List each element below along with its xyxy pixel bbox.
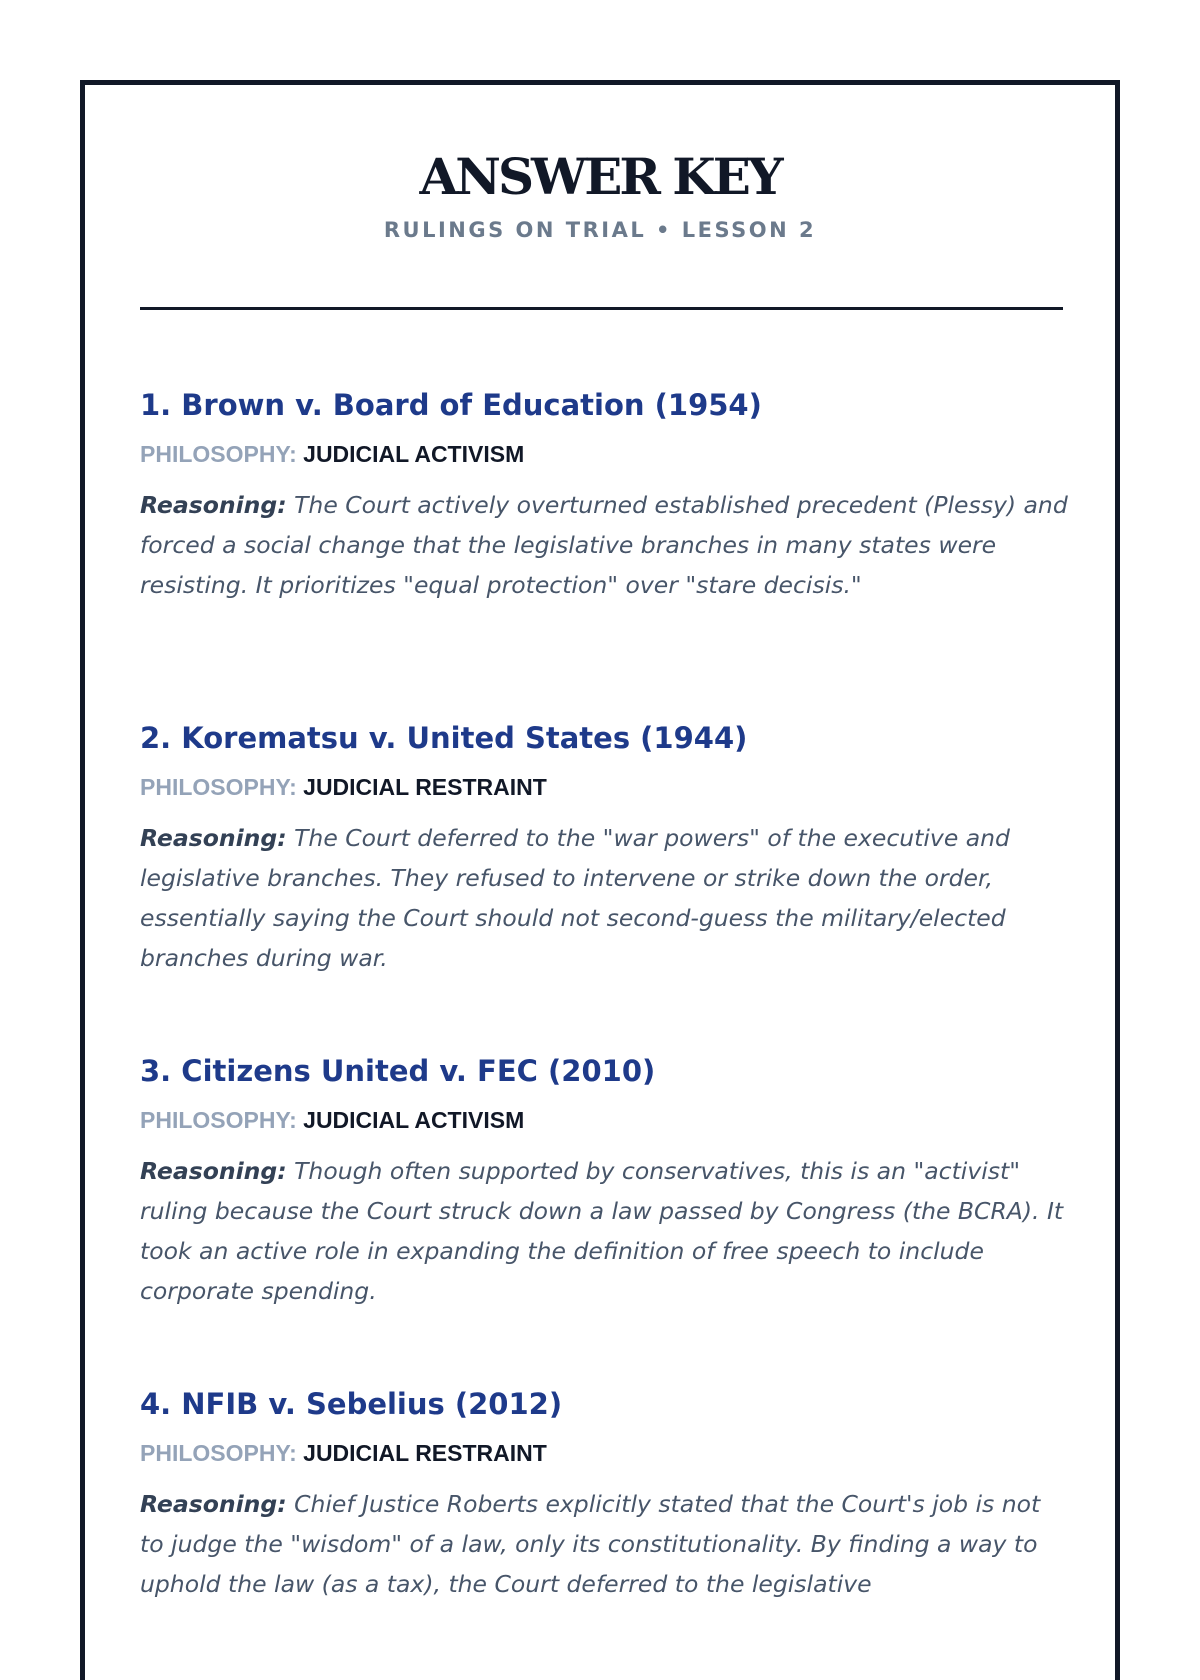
answer-key-page xyxy=(80,80,1120,1680)
case-title: 2. Korematsu v. United States (1944) xyxy=(140,721,748,755)
reasoning-text: Chief Justice Roberts explicitly stated that the Court's job is not to judge the "wisdom" of a law, only its constitutionality. By finding a way to uphold the law (as a tax), the Court deferred to the legislative xyxy=(140,1490,1041,1598)
philosophy-label: PHILOSOPHY: xyxy=(140,1440,297,1466)
case-philosophy xyxy=(140,772,1070,802)
case-item xyxy=(140,1384,1070,1604)
case-reasoning xyxy=(140,485,1070,605)
philosophy-value: JUDICIAL RESTRAINT xyxy=(303,774,547,800)
reasoning-label: Reasoning: xyxy=(140,824,287,852)
case-reasoning xyxy=(140,818,1070,978)
philosophy-label: PHILOSOPHY: xyxy=(140,774,297,800)
reasoning-text: The Court deferred to the "war powers" of the executive and legislative branches. They refused to intervene or strike down the order, essentially saying the Court should not second-guess the military/elected branches during war. xyxy=(140,824,1010,972)
case-item xyxy=(140,718,1070,978)
philosophy-value: JUDICIAL RESTRAINT xyxy=(303,1440,547,1466)
philosophy-label: PHILOSOPHY: xyxy=(140,1107,297,1133)
case-title: 4. NFIB v. Sebelius (2012) xyxy=(140,1387,563,1421)
reasoning-text: The Court actively overturned established precedent (Plessy) and forced a social change that the legislative branches in many states were resisting. It prioritizes "equal protection" over "stare decisis." xyxy=(140,491,1068,599)
philosophy-label: PHILOSOPHY: xyxy=(140,441,297,467)
case-item xyxy=(140,1051,1070,1311)
case-title: 1. Brown v. Board of Education (1954) xyxy=(140,388,762,422)
case-title: 3. Citizens United v. FEC (2010) xyxy=(140,1054,656,1088)
case-philosophy xyxy=(140,1438,1070,1468)
case-philosophy xyxy=(140,1105,1070,1135)
reasoning-label: Reasoning: xyxy=(140,491,287,519)
page-title: ANSWER KEY xyxy=(419,147,781,206)
reasoning-label: Reasoning: xyxy=(140,1157,287,1185)
reasoning-text: Though often supported by conservatives, this is an "activist" ruling because the Court struck down a law passed by Congress (the BCRA). It took an active role in expanding the definition of free speech to include corporate spending. xyxy=(140,1157,1064,1305)
case-philosophy xyxy=(140,439,1070,469)
case-item xyxy=(140,385,1070,605)
page-header xyxy=(85,85,1115,245)
reasoning-label: Reasoning: xyxy=(140,1490,287,1518)
case-reasoning xyxy=(140,1484,1070,1604)
philosophy-value: JUDICIAL ACTIVISM xyxy=(303,1107,525,1133)
page-subtitle: RULINGS ON TRIAL • LESSON 2 xyxy=(383,218,817,242)
header-divider xyxy=(140,307,1063,310)
case-reasoning xyxy=(140,1151,1070,1311)
philosophy-value: JUDICIAL ACTIVISM xyxy=(303,441,525,467)
